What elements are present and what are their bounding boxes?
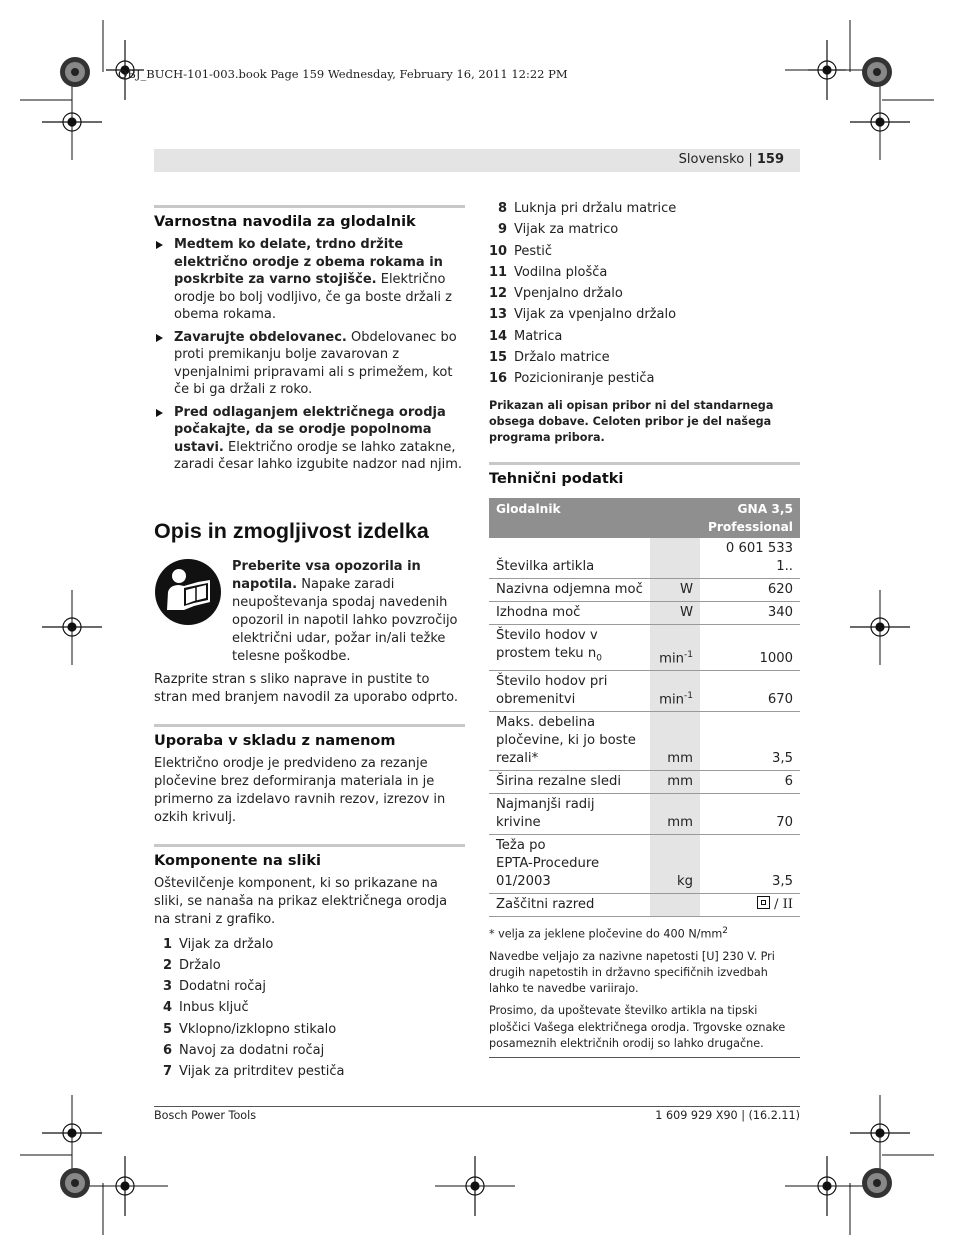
model-name: GNA 3,5 (737, 502, 793, 517)
technical-data-title: Tehnični podatki (489, 471, 624, 488)
components-list-left (154, 934, 465, 1083)
item-label: Dodatni ročaj (179, 979, 267, 995)
page-header-bar (154, 149, 800, 172)
footnote-star-sup: 2 (722, 925, 728, 936)
item-label: Inbus ključ (179, 1000, 249, 1016)
table-header-row (489, 498, 800, 538)
row-label-line: obremenitvi (496, 691, 576, 707)
item-number: 16 (489, 371, 508, 387)
item-number: 15 (489, 350, 508, 366)
protection-class-icon (757, 896, 770, 909)
row-label-subscript: 0 (596, 653, 602, 664)
section-end-rule (489, 1057, 800, 1058)
footer-brand: Bosch Power Tools (154, 1109, 257, 1122)
article-note: Prosimo, da upoštevate številko artikla na tipski ploščici Vašega električnega orodja. Trgovske oznake posameznih električnih orodij so lahko drugačne. (489, 1004, 786, 1050)
item-label: Vijak za vpenjalno držalo (514, 307, 677, 323)
safety-bullet-text: Električno orodje bo bolj vodljivo, če ga boste držali z obema rokama. (174, 272, 452, 322)
table-row (489, 834, 800, 893)
row-unit-sup: -1 (684, 649, 693, 660)
table-row (489, 793, 800, 834)
item-label: Luknja pri držalu matrice (514, 201, 677, 216)
list-item (489, 262, 800, 283)
accessory-note: Prikazan ali opisan pribor ni del standarnega obsega dobave. Celoten pribor je del našega programa pribora. (489, 398, 774, 445)
row-unit: mm (650, 793, 700, 834)
item-label: Vijak za držalo (179, 936, 274, 952)
item-number: 1 (162, 936, 172, 952)
row-value: 3,5 (700, 711, 800, 770)
list-item (489, 326, 800, 347)
item-label: Vodilna plošča (514, 264, 608, 280)
row-unit (650, 670, 700, 711)
safety-bullet-bold: Zavarujte obdelovanec. (174, 329, 347, 345)
read-manual-text (232, 558, 465, 666)
item-number: 13 (489, 307, 508, 323)
table-header-model (700, 498, 800, 538)
item-number: 6 (162, 1042, 172, 1058)
safety-bullet (154, 236, 465, 324)
item-label: Držalo (179, 957, 221, 973)
list-item (154, 1019, 465, 1040)
intended-use-text: Električno orodje je predvideno za rezanje pločevine brez deformiranja materiala in je primerno za izdelavo ravnih rezov, izrezov in ozkih krivulj. (154, 755, 446, 825)
triangle-bullet-icon (156, 241, 163, 249)
footer-document-number: 1 609 929 X90 | (16.2.11) (655, 1109, 800, 1122)
section-divider (489, 462, 800, 465)
row-label-line: 01/2003 (496, 873, 551, 889)
row-value: 0 601 533 1.. (700, 538, 800, 579)
row-value: 340 (700, 602, 800, 625)
technical-data-table (489, 498, 800, 917)
safety-section-title: Varnostna navodila za glodalnik (154, 214, 416, 230)
item-number: 8 (497, 201, 507, 216)
read-manual-body: Napake zaradi neupoštevanja spodaj navedenih opozoril in napotil lahko povzročijo električni udar, požar in/ali težke telesne poškodbe. (232, 576, 458, 664)
item-number: 3 (162, 979, 172, 995)
item-number: 12 (489, 286, 508, 302)
unfold-page-text: Razprite stran s sliko naprave in pustite to stran med branjem navodil za uporabo odprto. (154, 671, 459, 705)
row-label (489, 670, 650, 711)
list-item (154, 934, 465, 955)
section-divider (154, 205, 465, 208)
header-page-number: 159 (756, 152, 784, 167)
item-number: 10 (489, 243, 508, 259)
row-unit (650, 538, 700, 579)
safety-bullet-text: Obdelovanec bo proti premikanju bolje zavarovan z vpenjalnimi pripravami ali s primežem, kot če bi ga držali z roko. (174, 329, 457, 397)
row-label: Nazivna odjemna moč (489, 579, 650, 602)
header-separator: | (748, 152, 753, 167)
list-item (489, 304, 800, 325)
item-number: 9 (497, 222, 507, 238)
item-number: 5 (162, 1021, 172, 1037)
table-row (489, 538, 800, 579)
item-label: Vijak za pritrditev pestiča (179, 1064, 345, 1080)
item-label: Vpenjalno držalo (514, 286, 623, 302)
item-number: 11 (489, 264, 508, 280)
safety-bullet-bold: Medtem ko delate, trdno držite električno orodje z obema rokama in poskrbite za varno stojišče. (174, 237, 443, 287)
list-item (489, 198, 800, 219)
row-label-line: Število hodov v (496, 628, 598, 644)
row-label (489, 834, 650, 893)
voltage-note: Navedbe veljajo za nazivne napetosti [U] 230 V. Pri drugih napetostih in državno specifičnih izvedbah lahko te navedbe variirajo. (489, 949, 775, 996)
protection-class-value: / II (773, 896, 793, 912)
footnote-star-text: * velja za jeklene pločevine do 400 N/mm (489, 927, 723, 941)
section-divider (154, 724, 465, 727)
item-number: 7 (162, 1064, 172, 1080)
page-header-text (679, 152, 784, 167)
item-number: 2 (162, 957, 172, 973)
table-row (489, 770, 800, 793)
safety-bullet (154, 329, 465, 399)
row-unit: kg (650, 834, 700, 893)
item-label: Navoj za dodatni ročaj (179, 1042, 325, 1058)
table-header-tool: Glodalnik (489, 498, 700, 538)
table-row (489, 602, 800, 625)
row-unit-sup: -1 (684, 690, 693, 701)
item-label: Vklopno/izklopno stikalo (179, 1021, 337, 1037)
table-row (489, 579, 800, 602)
row-label-line: EPTA-Procedure (496, 855, 600, 871)
safety-bullet (154, 404, 465, 474)
row-label: Zaščitni razred (489, 893, 650, 916)
header-language: Slovensko (678, 152, 745, 167)
section-divider (154, 844, 465, 847)
row-unit: W (650, 602, 700, 625)
product-section-title: Opis in zmogljivost izdelka (154, 518, 429, 543)
item-label: Matrica (514, 328, 563, 344)
read-manual-icon (154, 558, 222, 626)
footnote-star (489, 923, 800, 943)
item-label: Pozicioniranje pestiča (514, 371, 655, 387)
components-intro: Oštevilčenje komponent, ki so prikazane na sliki, se nanaša na prikaz električnega orodja na strani z grafiko. (154, 875, 448, 927)
list-item (489, 368, 800, 389)
row-value: 670 (700, 670, 800, 711)
row-label-line: Maks. debelina (496, 714, 596, 730)
row-unit (650, 893, 700, 916)
table-row (489, 893, 800, 916)
list-item (489, 283, 800, 304)
list-item (154, 997, 465, 1018)
row-label-line: Teža po (496, 837, 546, 853)
item-number: 14 (489, 328, 508, 344)
safety-bullet-bold: Pred odlaganjem električnega orodja počakajte, da se orodje popolnoma ustavi. (174, 404, 446, 455)
model-line: Professional (707, 520, 793, 535)
list-item (489, 241, 800, 262)
row-label-line: Število hodov pri (496, 673, 608, 689)
row-value: 1000 (700, 625, 800, 671)
table-row (489, 670, 800, 711)
row-label (489, 625, 650, 671)
triangle-bullet-icon (156, 409, 163, 417)
list-item (154, 1061, 465, 1082)
item-label: Pestič (514, 243, 553, 259)
footer-rule (154, 1106, 800, 1107)
print-header-line: OBJ_BUCH-101-003.book Page 159 Wednesday, February 16, 2011 12:22 PM (118, 67, 568, 81)
table-row (489, 711, 800, 770)
read-manual-bold: Preberite vsa opozorila in napotila. (232, 558, 421, 592)
item-number: 4 (162, 1000, 172, 1016)
table-row (489, 625, 800, 671)
row-value: 3,5 (700, 834, 800, 893)
row-unit: mm (650, 770, 700, 793)
row-label: Širina rezalne sledi (489, 770, 650, 793)
intended-use-title: Uporaba v skladu z namenom (154, 732, 396, 749)
row-unit: W (650, 579, 700, 602)
triangle-bullet-icon (156, 334, 163, 342)
row-value: 70 (700, 793, 800, 834)
item-label: Držalo matrice (514, 350, 610, 366)
list-item (489, 347, 800, 368)
list-item (154, 955, 465, 976)
safety-bullet-text: Električno orodje se lahko zatakne, zaradi česar lahko izgubite nadzor nad njim. (174, 439, 463, 472)
left-column (154, 205, 465, 1083)
row-label: Najmanjši radij krivine (489, 793, 650, 834)
row-unit-text: min (659, 691, 685, 707)
right-column (489, 198, 800, 1058)
row-label: Številka artikla (489, 538, 650, 579)
row-label: Izhodna moč (489, 602, 650, 625)
row-label-line: rezali* (496, 750, 539, 766)
row-label-line: pločevine, ki jo boste (496, 732, 636, 748)
row-value (700, 893, 800, 916)
components-list-right (489, 198, 800, 390)
read-manual-block (154, 558, 465, 666)
row-value: 620 (700, 579, 800, 602)
components-title: Komponente na sliki (154, 852, 322, 869)
row-unit (650, 625, 700, 671)
item-label: Vijak za matrico (514, 222, 619, 238)
row-label (489, 711, 650, 770)
row-unit: mm (650, 711, 700, 770)
list-item (154, 976, 465, 997)
row-value: 6 (700, 770, 800, 793)
list-item (489, 219, 800, 240)
list-item (154, 1040, 465, 1061)
row-unit-text: min (659, 650, 685, 666)
row-label-line: prostem teku n (496, 646, 597, 662)
